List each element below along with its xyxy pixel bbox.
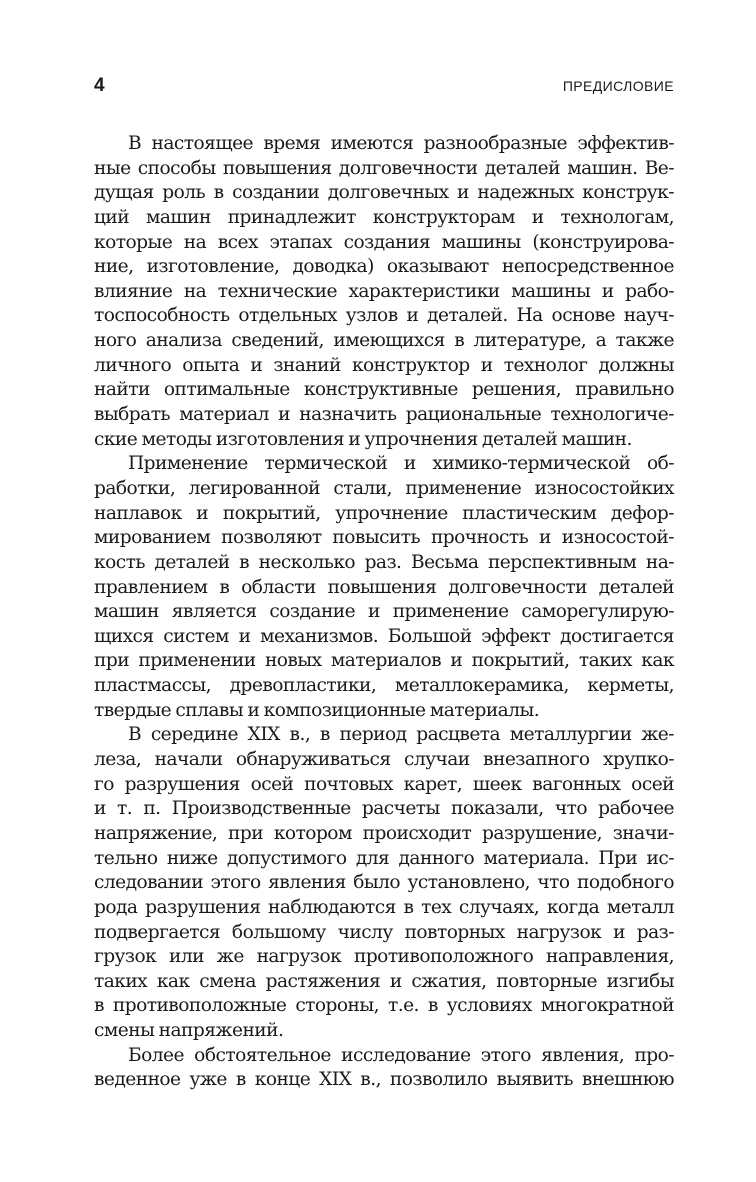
text-line: смены напряжений. xyxy=(94,1020,284,1042)
text-line: в противоположные стороны, т.е. в условиях многократной xyxy=(94,995,674,1017)
page-header xyxy=(94,72,674,100)
text-line: щихся систем и механизмов. Большой эффект достигается xyxy=(94,625,674,647)
text-line: работки, легированной стали, применение износостойких xyxy=(94,477,674,499)
text-line: Более обстоятельное исследование этого явления, про- xyxy=(128,1044,674,1066)
running-head: ПРЕДИСЛОВИЕ xyxy=(562,78,674,94)
paragraph xyxy=(94,723,674,1043)
text-line: го разрушения осей почтовых карет, шеек вагонных осей xyxy=(94,773,674,795)
text-line: тоспособность отдельных узлов и деталей. На основе науч- xyxy=(94,305,674,327)
text-line: и т. п. Производственные расчеты показали, что рабочее xyxy=(94,798,674,820)
text-line: правлением в области повышения долговечности деталей xyxy=(94,576,674,598)
page-number: 4 xyxy=(94,75,105,96)
text-line: ные способы повышения долговечности деталей машин. Ве- xyxy=(94,157,674,179)
text-line: пластмассы, древопластики, металлокерамика, керметы, xyxy=(94,675,674,697)
text-line: следовании этого явления было установлено, что подобного xyxy=(94,872,674,894)
text-line: которые на всех этапах создания машины (конструирова- xyxy=(94,231,674,253)
text-line: напряжение, при котором происходит разрушение, значи- xyxy=(94,822,674,844)
text-line: леза, начали обнаруживаться случаи внезапного хрупко- xyxy=(94,749,674,771)
text-line: ские методы изготовления и упрочнения деталей машин. xyxy=(94,428,632,450)
text-line: влияние на технические характеристики машины и рабо- xyxy=(94,280,674,302)
text-line: таких как смена растяжения и сжатия, повторные изгибы xyxy=(94,970,674,992)
text-line: выбрать материал и назначить рациональные технологиче- xyxy=(94,404,674,426)
paragraph xyxy=(94,1044,674,1093)
paragraph xyxy=(94,132,674,452)
text-line: твердые сплавы и композиционные материалы. xyxy=(94,699,540,721)
text-line: В настоящее время имеются разнообразные эффектив- xyxy=(128,133,674,154)
text-line: ного анализа сведений, имеющихся в литературе, а также xyxy=(94,330,674,352)
text-line: тельно ниже допустимого для данного материала. При ис- xyxy=(94,847,674,869)
text-line: Применение термической и химико-термической об- xyxy=(128,453,674,475)
text-line: ций машин принадлежит конструкторам и технологам, xyxy=(94,206,674,228)
text-line: машин является создание и применение саморегулирую- xyxy=(94,601,674,623)
text-line: В середине XIX в., в период расцвета металлургии же- xyxy=(128,724,674,746)
text-line: найти оптимальные конструктивные решения, правильно xyxy=(94,379,674,401)
text-line: ние, изготовление, доводка) оказывают непосредственное xyxy=(94,256,674,278)
text-line: кость деталей в несколько раз. Весьма перспективным на- xyxy=(94,551,674,573)
text-line: веденное уже в конце XIX в., позволило выявить внешнюю xyxy=(94,1069,674,1091)
text-line: грузок или же нагрузок противоположного направления, xyxy=(94,946,674,968)
text-line: рода разрушения наблюдаются в тех случаях, когда металл xyxy=(94,896,674,918)
text-line: мированием позволяют повысить прочность и износостой- xyxy=(94,527,674,549)
paragraph xyxy=(94,452,674,723)
text-line: личного опыта и знаний конструктор и технолог должны xyxy=(94,354,674,376)
body-text xyxy=(94,132,674,1093)
text-line: наплавок и покрытий, упрочнение пластическим дефор- xyxy=(94,502,674,524)
text-line: при применении новых материалов и покрытий, таких как xyxy=(94,650,674,672)
text-line: подвергается большому числу повторных нагрузок и раз- xyxy=(94,921,674,943)
text-line: дущая роль в создании долговечных и надежных конструк- xyxy=(94,182,674,204)
